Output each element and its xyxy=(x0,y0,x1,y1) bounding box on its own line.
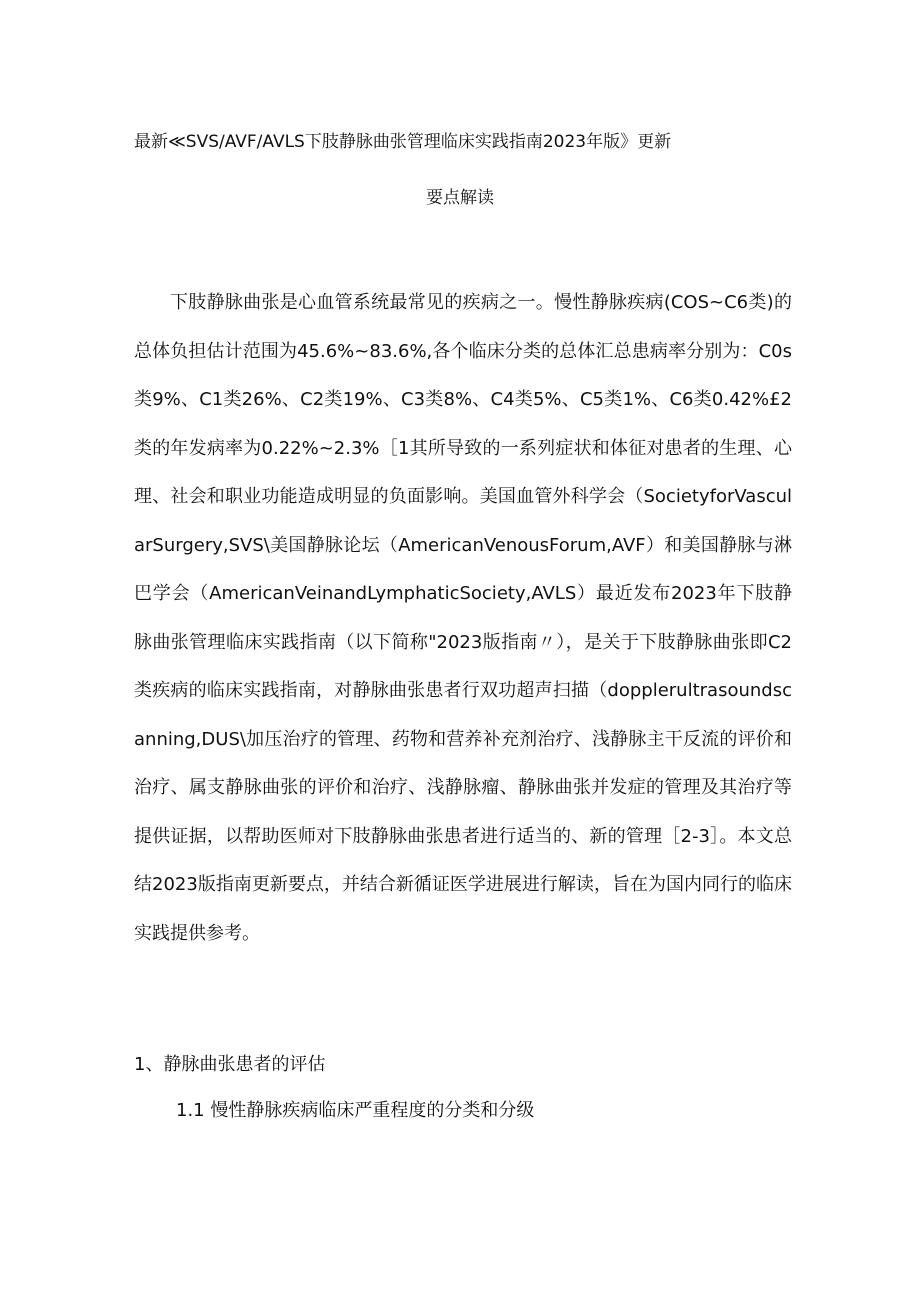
subsection-heading: 1.1 慢性静脉疾病临床严重程度的分类和分级 xyxy=(176,1100,535,1121)
intro-paragraph: 下肢静脉曲张是心血管系统最常见的疾病之一。慢性静脉疾病(COS~C6类)的总体负担估计范围为45.6%~83.6%,各个临床分类的总体汇总患病率分别为：C0s类9%、C1类26%、C2类19%、C3类8%、C4类5%、C5类1%、C6类0.42%£2类的年发病率为0.22%~2.3%［1其所导致的一系列症状和体征对患者的生理、心理、社会和职业功能造成明显的负面影响。美国血管外科学会（SocietyforVascularSurgery,SVS\美国静脉论坛（AmericanVenousForum,AVF）和美国静脉与淋巴学会（AmericanVeinandLymphaticSociety,AVLS）最近发布2023年下肢静脉曲张管理临床实践指南（以下简称"2023版指南〃），是关于下肢静脉曲张即C2类疾病的临床实践指南，对静脉曲张患者行双功超声扫描（dopplerultrasoundscanning,DUS\加压治疗的管理、药物和营养补充剂治疗、浅静脉主干反流的评价和治疗、属支静脉曲张的评价和治疗、浅静脉瘤、静脉曲张并发症的管理及其治疗等提供证据，以帮助医师对下肢静脉曲张患者进行适当的、新的管理［2-3］。本文总结2023版指南更新要点，并结合新循证医学进展进行解读，旨在为国内同行的临床实践提供参考。 xyxy=(134,292,792,944)
document-subtitle: 要点解读 xyxy=(426,188,494,208)
section-heading: 1、静脉曲张患者的评估 xyxy=(134,1054,326,1075)
document-title: 最新≪SVS∕AVF∕AVLS下肢静脉曲张管理临床实践指南2023年版》更新 xyxy=(134,132,672,152)
